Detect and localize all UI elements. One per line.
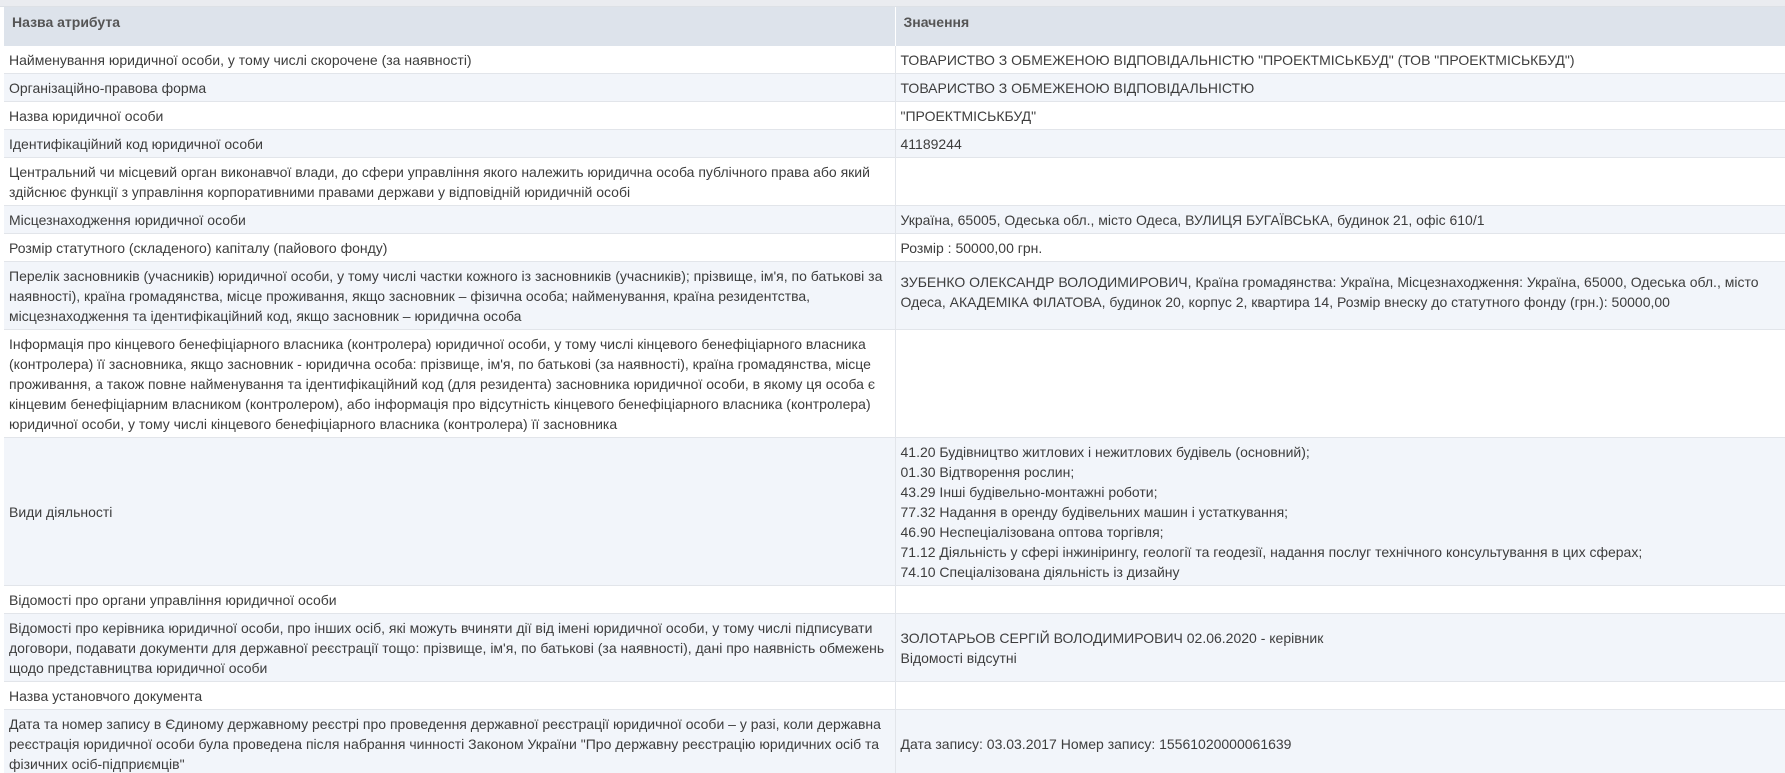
table-header-row <box>4 7 1785 46</box>
row-value-director <box>895 614 1785 682</box>
table-row-full-name <box>4 46 1785 74</box>
row-value: Україна, 65005, Одеська обл., місто Одеса, ВУЛИЦЯ БУГАЇВСЬКА, будинок 21, офіс 610/1 <box>895 206 1785 234</box>
table-row-management-bodies <box>4 586 1785 614</box>
row-label: Відомості про керівника юридичної особи, про інших осіб, які можуть вчиняти дії від імені юридичної особи, у тому числі підписувати договори, подавати документи для державної реєстрації тощо: прізвище, ім'я, по батькові (за наявності), дані про наявність обмежень щодо представництва юридичної особи <box>4 614 895 682</box>
table-row-director <box>4 614 1785 682</box>
row-value <box>895 586 1785 614</box>
registry-table-container <box>4 7 1785 773</box>
director-line: Відомості відсутні <box>900 650 1017 666</box>
activity-item: 46.90 Неспеціалізована оптова торгівля; <box>900 524 1164 540</box>
header-value[interactable]: Значення <box>895 7 1785 46</box>
table-row-beneficiary <box>4 330 1785 438</box>
row-label: Центральний чи місцевий орган виконавчої влади, до сфери управління якого належить юридична особа публічного права або який здійснює функції з управління корпоративними правами держави у відповідній юридичній особі <box>4 158 895 206</box>
table-row-governing-authority <box>4 158 1785 206</box>
row-label: Інформація про кінцевого бенефіціарного власника (контролера) юридичної особи, у тому числі кінцевого бенефіціарного власника (контролера) її засновника, якщо засновник - юридична особа: прізвище, ім'я, по батькові (за наявності), країна громадянства, місце проживання, а також повне найменування та ідентифікаційний код (для резидента) засновника юридичної особи, в якому ця особа є кінцевим бенефіціарним власником (контролером), або інформація про відсутність кінцевого бенефіціарного власника (контролера) юридичної особи, у тому числі кінцевого бенефіціарного власника (контролера) її засновника <box>4 330 895 438</box>
activity-item: 41.20 Будівництво житлових і нежитлових будівель (основний); <box>900 444 1310 460</box>
row-label: Назва юридичної особи <box>4 102 895 130</box>
row-label: Організаційно-правова форма <box>4 74 895 102</box>
activity-item: 77.32 Надання в оренду будівельних машин і устаткування; <box>900 504 1289 520</box>
table-row-capital <box>4 234 1785 262</box>
row-label: Дата та номер запису в Єдиному державному реєстрі про проведення державної реєстрації юридичної особи – у разі, коли державна реєстрація юридичної особи була проведена після набрання чинності Законом України "Про державну реєстрацію юридичних осіб та фізичних осіб-підприємців" <box>4 710 895 773</box>
table-row-founding-document <box>4 682 1785 710</box>
row-value: ТОВАРИСТВО З ОБМЕЖЕНОЮ ВІДПОВІДАЛЬНІСТЮ "ПРОЕКТМІСЬКБУД" (ТОВ "ПРОЕКТМІСЬКБУД") <box>895 46 1785 74</box>
row-value: "ПРОЕКТМІСЬКБУД" <box>895 102 1785 130</box>
row-label: Розмір статутного (складеного) капіталу (пайового фонду) <box>4 234 895 262</box>
row-label: Ідентифікаційний код юридичної особи <box>4 130 895 158</box>
table-row-legal-form <box>4 74 1785 102</box>
row-label: Види діяльності <box>4 438 895 586</box>
director-line: ЗОЛОТАРЬОВ СЕРГІЙ ВОЛОДИМИРОВИЧ 02.06.2020 - керівник <box>900 630 1324 646</box>
row-value: ЗУБЕНКО ОЛЕКСАНДР ВОЛОДИМИРОВИЧ, Країна громадянства: Україна, Місцезнаходження: Україна, 65000, Одеська обл., місто Одеса, АКАДЕМІКА ФІЛАТОВА, будинок 20, корпус 2, квартира 14, Розмір внеску до статутного фонду (грн.): 50000,00 <box>895 262 1785 330</box>
top-border <box>0 0 1785 7</box>
row-value: 41189244 <box>895 130 1785 158</box>
row-label: Місцезнаходження юридичної особи <box>4 206 895 234</box>
table-row-founders <box>4 262 1785 330</box>
row-label: Перелік засновників (учасників) юридичної особи, у тому числі частки кожного із засновників (учасників); прізвище, ім'я, по батькові за наявності), країна громадянства, місце проживання, якщо засновник – фізична особа; найменування, країна резидентства, місцезнаходження та ідентифікаційний код, якщо засновник – юридична особа <box>4 262 895 330</box>
row-value <box>895 330 1785 438</box>
header-attribute-name[interactable]: Назва атрибута <box>4 7 895 46</box>
row-label: Назва установчого документа <box>4 682 895 710</box>
registry-attributes-table <box>4 7 1785 773</box>
row-value <box>895 158 1785 206</box>
activity-item: 01.30 Відтворення рослин; <box>900 464 1075 480</box>
row-label: Відомості про органи управління юридичної особи <box>4 586 895 614</box>
row-value <box>895 682 1785 710</box>
row-value: Дата запису: 03.03.2017 Номер запису: 15561020000061639 <box>895 710 1785 773</box>
row-label: Найменування юридичної особи, у тому числі скорочене (за наявності) <box>4 46 895 74</box>
table-row-registration-record <box>4 710 1785 773</box>
table-row-entity-name <box>4 102 1785 130</box>
row-value-activities <box>895 438 1785 586</box>
table-row-id-code <box>4 130 1785 158</box>
activity-item: 43.29 Інші будівельно-монтажні роботи; <box>900 484 1158 500</box>
activity-item: 71.12 Діяльність у сфері інжинірингу, геології та геодезії, надання послуг технічного консультування в цих сферах; <box>900 544 1643 560</box>
row-value: ТОВАРИСТВО З ОБМЕЖЕНОЮ ВІДПОВІДАЛЬНІСТЮ <box>895 74 1785 102</box>
activity-item: 74.10 Спеціалізована діяльність із дизайну <box>900 564 1180 580</box>
row-value: Розмір : 50000,00 грн. <box>895 234 1785 262</box>
table-row-location <box>4 206 1785 234</box>
table-row-activities <box>4 438 1785 586</box>
